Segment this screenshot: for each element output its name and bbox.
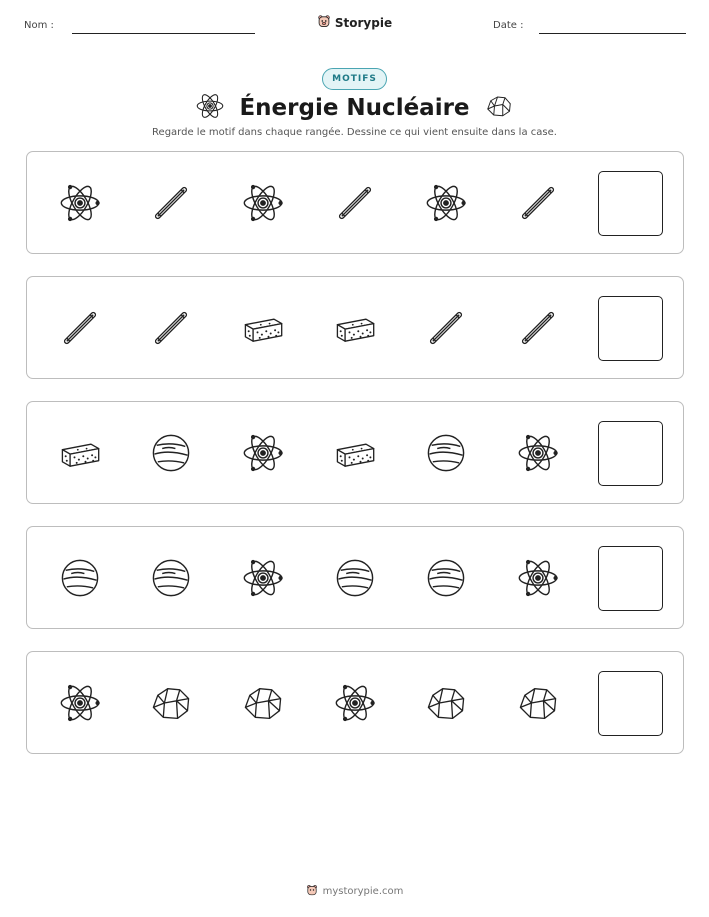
fuel-rod-icon [149,306,193,350]
planet-icon [424,556,468,600]
answer-box[interactable] [598,171,663,236]
brand-name: Storypie [334,15,393,30]
atom-icon [516,431,560,475]
answer-box[interactable] [598,671,663,736]
planet-icon [149,431,193,475]
footer [0,881,709,900]
answer-box[interactable] [598,296,663,361]
atom-icon [241,431,285,475]
fuel-rod-icon [149,181,193,225]
uranium-block-icon [333,431,377,475]
atom-icon [58,681,102,725]
pattern-row [26,276,684,379]
planet-icon [424,431,468,475]
uranium-block-icon [58,431,102,475]
fuel-rod-icon [333,181,377,225]
uranium-block-icon [333,306,377,350]
planet-icon [333,556,377,600]
atom-icon [58,181,102,225]
date-field-line[interactable] [539,33,686,34]
fuel-rod-icon [516,306,560,350]
fuel-rod-icon [58,306,102,350]
pattern-row [26,401,684,504]
atom-icon [424,181,468,225]
atom-icon [241,181,285,225]
pattern-row [26,151,684,254]
answer-box[interactable] [598,421,663,486]
planet-icon [58,556,102,600]
topic-badge: MOTIFS [322,68,387,90]
atom-icon [195,91,225,125]
atom-icon [241,556,285,600]
name-label: Nom : [24,20,54,31]
fuel-rod-icon [516,181,560,225]
ore-rock-icon [149,681,193,725]
storypie-mascot-icon [306,884,318,899]
footer-url[interactable]: mystorypie.com [322,886,404,897]
ore-rock-icon [516,681,560,725]
ore-rock-icon [424,681,468,725]
pattern-row [26,526,684,629]
ore-rock-icon [484,91,514,125]
page-title: Énergie Nucléaire [239,95,470,121]
instructions: Regarde le motif dans chaque rangée. Dessine ce qui vient ensuite dans la case. [152,127,557,138]
date-label: Date : [493,20,524,31]
atom-icon [516,556,560,600]
storypie-mascot-icon [317,13,331,32]
uranium-block-icon [241,306,285,350]
atom-icon [333,681,377,725]
ore-rock-icon [241,681,285,725]
answer-box[interactable] [598,546,663,611]
brand [0,13,709,32]
name-field-line[interactable] [72,33,255,34]
pattern-row [26,651,684,754]
planet-icon [149,556,193,600]
fuel-rod-icon [424,306,468,350]
